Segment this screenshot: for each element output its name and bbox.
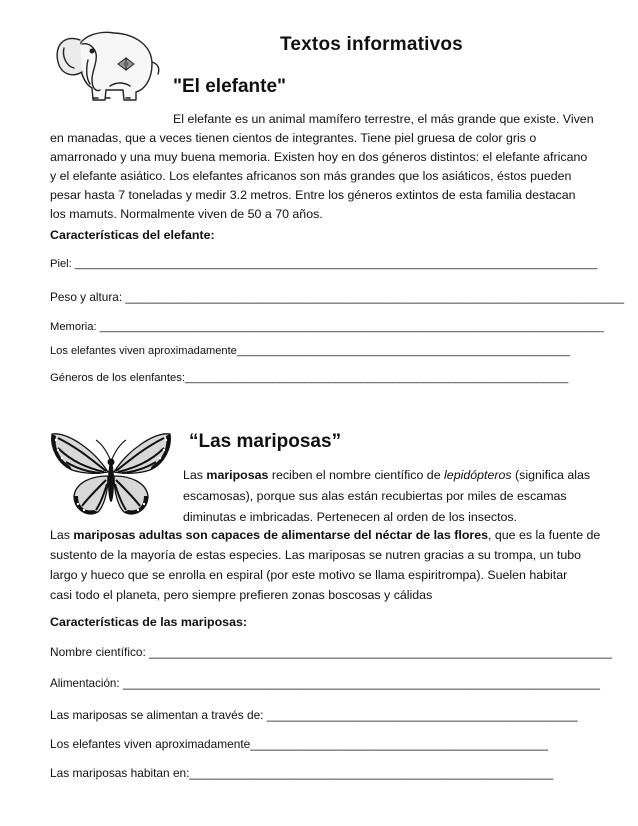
paragraph-text: , que es la fuente de <box>488 528 601 542</box>
field-viven-aproximadamente[interactable]: Los elefantes viven aproximadamente_____________________________________________ <box>50 737 548 751</box>
elefante-paragraph-line-3: amarronado y una muy buena memoria. Existen hoy en dos géneros distintos: el elefante africano <box>50 150 588 164</box>
elefante-paragraph-line-6: los mamuts. Normalmente viven de 50 a 70 años. <box>50 207 323 221</box>
section-heading-elefante: "El elefante" <box>173 76 287 97</box>
field-memoria[interactable]: Memoria: _________________________________________________________________________________ <box>50 321 604 333</box>
mariposas-intro-line-1 <box>183 466 590 485</box>
scientific-name: lepidópteros <box>444 468 512 482</box>
butterfly-illustration <box>48 426 174 526</box>
field-nombre-cientifico[interactable]: Nombre científico: ______________________________________________________________________ <box>50 645 613 659</box>
page-title: Textos informativos <box>280 34 463 55</box>
paragraph-text: Las <box>50 528 74 542</box>
field-generos[interactable]: Géneros de los elenfantes:_____________________________________________________________ <box>50 372 569 384</box>
mariposas-paragraph-line-3: largo y hueco que se enrolla en espiral (por este motivo se llama espiritrompa). Suelen habitar <box>50 568 568 582</box>
field-piel[interactable]: Piel: ____________________________________________________________________________________ <box>50 258 598 270</box>
elefante-paragraph-line-5: pesar hasta 7 toneladas y medir 3.2 metros. Entre los géneros extintos de esta familia destacan <box>50 188 576 202</box>
field-peso-altura[interactable]: Peso y altura: ____________________________________________________________________________ <box>50 290 625 304</box>
mariposas-paragraph-line-4: casi todo el planeta, pero siempre prefieren zonas boscosas y cálidas <box>50 588 433 602</box>
field-habitan[interactable]: Las mariposas habitan en:_______________________________________________________ <box>50 766 554 780</box>
elefante-paragraph-line-1: El elefante es un animal mamífero terrestre, el más grande que existe. Viven <box>173 112 594 126</box>
paragraph-emphasis: mariposas adultas son capaces de alimentarse del néctar de las flores <box>73 528 489 542</box>
elefante-paragraph-line-4: y el elefante asiático. Los elefantes africanos son más grandes que los asiáticos, éstos pueden <box>50 169 572 183</box>
mariposas-intro-text: (significa alas <box>511 468 591 482</box>
elephant-illustration <box>48 24 168 106</box>
mariposas-keyword: mariposas <box>206 468 269 482</box>
field-elefantes-viven[interactable]: Los elefantes viven aproximadamente______________________________________________________ <box>50 345 571 357</box>
field-se-alimentan[interactable]: Las mariposas se alimentan a través de: _______________________________________________ <box>50 708 578 722</box>
elefante-paragraph-line-2: en manadas, que a veces tienen cientos de integrantes. Tiene piel gruesa de color gris o <box>50 131 537 145</box>
mariposas-intro-text: reciben el nombre científico de <box>268 468 445 482</box>
section-heading-mariposas: “Las mariposas” <box>189 431 342 452</box>
mariposas-intro-line-3: diminutas e imbricadas. Pertenecen al orden de los insectos. <box>183 510 518 524</box>
mariposas-intro-text: Las <box>183 468 207 482</box>
mariposas-paragraph-line-1 <box>50 526 600 545</box>
mariposas-paragraph-line-2: sustento de la mayoría de estas especies. Las mariposas se nutren gracias a su trompa, un tubo <box>50 548 582 562</box>
mariposas-intro-line-2: escamosas), porque sus alas están recubiertas por miles de escamas <box>183 489 567 503</box>
elefante-characteristics-title: Características del elefante: <box>50 228 215 242</box>
mariposas-characteristics-title: Características de las mariposas: <box>50 615 247 629</box>
field-alimentacion[interactable]: Alimentación: __________________________________________________________________________ <box>50 677 600 690</box>
